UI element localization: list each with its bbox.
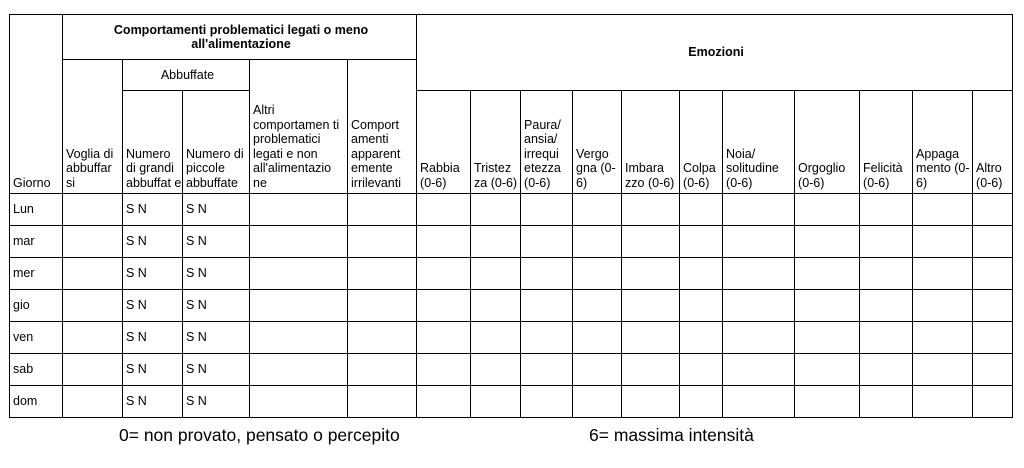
col-header-apparenti: Comport amenti apparent emente irrilevanti <box>348 60 417 194</box>
cell-rabbia[interactable] <box>417 322 471 354</box>
col-header-orgoglio: Orgoglio (0-6) <box>795 91 860 194</box>
col-header-paura: Paura/ ansia/ irrequi etezza (0-6) <box>521 91 573 194</box>
cell-piccole[interactable]: S N <box>183 354 250 386</box>
cell-paura[interactable] <box>521 226 573 258</box>
cell-voglia[interactable] <box>63 258 123 290</box>
cell-felicita[interactable] <box>860 258 913 290</box>
day-label: Lun <box>10 194 63 226</box>
cell-vergogna[interactable] <box>573 322 622 354</box>
cell-felicita[interactable] <box>860 226 913 258</box>
cell-vergogna[interactable] <box>573 290 622 322</box>
col-header-altro: Altro (0-6) <box>973 91 1013 194</box>
cell-piccole[interactable]: S N <box>183 258 250 290</box>
col-header-colpa: Colpa (0-6) <box>680 91 723 194</box>
group-header-emotions: Emozioni <box>417 15 1013 91</box>
col-header-giorno: Giorno <box>10 15 63 194</box>
cell-rabbia[interactable] <box>417 354 471 386</box>
cell-altri[interactable] <box>250 354 348 386</box>
cell-voglia[interactable] <box>63 322 123 354</box>
subgroup-header-abbuffate: Abbuffate <box>123 60 250 91</box>
table-row <box>10 194 1013 226</box>
cell-tristezza[interactable] <box>471 194 521 226</box>
cell-rabbia[interactable] <box>417 226 471 258</box>
cell-piccole[interactable]: S N <box>183 386 250 418</box>
cell-colpa[interactable] <box>680 290 723 322</box>
cell-altro[interactable] <box>973 386 1013 418</box>
cell-noia[interactable] <box>723 258 795 290</box>
cell-altro[interactable] <box>973 194 1013 226</box>
cell-colpa[interactable] <box>680 322 723 354</box>
cell-grandi[interactable]: S N <box>123 258 183 290</box>
cell-felicita[interactable] <box>860 322 913 354</box>
col-header-appagamento: Appaga mento (0-6) <box>913 91 973 194</box>
cell-paura[interactable] <box>521 322 573 354</box>
cell-altri[interactable] <box>250 322 348 354</box>
cell-imbarazzo[interactable] <box>622 194 680 226</box>
cell-apparenti[interactable] <box>348 258 417 290</box>
col-header-piccole: Numero di piccole abbuffate <box>183 91 250 194</box>
cell-appagamento[interactable] <box>913 258 973 290</box>
cell-tristezza[interactable] <box>471 258 521 290</box>
diary-table <box>9 14 1013 418</box>
cell-paura[interactable] <box>521 258 573 290</box>
cell-orgoglio[interactable] <box>795 194 860 226</box>
cell-appagamento[interactable] <box>913 194 973 226</box>
cell-felicita[interactable] <box>860 290 913 322</box>
day-label: dom <box>10 386 63 418</box>
cell-noia[interactable] <box>723 322 795 354</box>
cell-appagamento[interactable] <box>913 354 973 386</box>
cell-apparenti[interactable] <box>348 194 417 226</box>
cell-grandi[interactable]: S N <box>123 354 183 386</box>
col-header-felicita: Felicità (0-6) <box>860 91 913 194</box>
cell-altri[interactable] <box>250 258 348 290</box>
cell-colpa[interactable] <box>680 258 723 290</box>
cell-colpa[interactable] <box>680 226 723 258</box>
day-label: ven <box>10 322 63 354</box>
day-label: mer <box>10 258 63 290</box>
cell-noia[interactable] <box>723 354 795 386</box>
cell-voglia[interactable] <box>63 290 123 322</box>
cell-piccole[interactable]: S N <box>183 194 250 226</box>
cell-orgoglio[interactable] <box>795 386 860 418</box>
table-row <box>10 386 1013 418</box>
cell-felicita[interactable] <box>860 386 913 418</box>
cell-altro[interactable] <box>973 226 1013 258</box>
cell-felicita[interactable] <box>860 354 913 386</box>
cell-appagamento[interactable] <box>913 386 973 418</box>
cell-rabbia[interactable] <box>417 386 471 418</box>
cell-paura[interactable] <box>521 354 573 386</box>
cell-tristezza[interactable] <box>471 290 521 322</box>
day-label: gio <box>10 290 63 322</box>
col-header-tristezza: Tristez za (0-6) <box>471 91 521 194</box>
table-row <box>10 226 1013 258</box>
cell-grandi[interactable]: S N <box>123 194 183 226</box>
cell-altro[interactable] <box>973 290 1013 322</box>
col-header-altri: Altri comportamen ti problematici legati e non all'alimentazio ne <box>250 60 348 194</box>
cell-grandi[interactable]: S N <box>123 322 183 354</box>
cell-apparenti[interactable] <box>348 386 417 418</box>
cell-altro[interactable] <box>973 354 1013 386</box>
cell-tristezza[interactable] <box>471 386 521 418</box>
cell-grandi[interactable]: S N <box>123 226 183 258</box>
cell-orgoglio[interactable] <box>795 226 860 258</box>
cell-colpa[interactable] <box>680 354 723 386</box>
cell-imbarazzo[interactable] <box>622 258 680 290</box>
cell-grandi[interactable]: S N <box>123 386 183 418</box>
cell-voglia[interactable] <box>63 354 123 386</box>
cell-vergogna[interactable] <box>573 226 622 258</box>
cell-rabbia[interactable] <box>417 258 471 290</box>
cell-appagamento[interactable] <box>913 290 973 322</box>
cell-vergogna[interactable] <box>573 386 622 418</box>
cell-altri[interactable] <box>250 290 348 322</box>
cell-vergogna[interactable] <box>573 258 622 290</box>
cell-altri[interactable] <box>250 386 348 418</box>
cell-orgoglio[interactable] <box>795 258 860 290</box>
cell-appagamento[interactable] <box>913 322 973 354</box>
cell-imbarazzo[interactable] <box>622 322 680 354</box>
cell-altri[interactable] <box>250 226 348 258</box>
col-header-vergogna: Vergo gna (0-6) <box>573 91 622 194</box>
cell-apparenti[interactable] <box>348 290 417 322</box>
col-header-rabbia: Rabbia (0-6) <box>417 91 471 194</box>
cell-paura[interactable] <box>521 290 573 322</box>
cell-altri[interactable] <box>250 194 348 226</box>
cell-colpa[interactable] <box>680 386 723 418</box>
col-header-voglia: Voglia di abbuffar si <box>63 60 123 194</box>
cell-apparenti[interactable] <box>348 226 417 258</box>
day-label: sab <box>10 354 63 386</box>
cell-orgoglio[interactable] <box>795 322 860 354</box>
cell-voglia[interactable] <box>63 194 123 226</box>
cell-imbarazzo[interactable] <box>622 226 680 258</box>
table-row <box>10 322 1013 354</box>
cell-voglia[interactable] <box>63 386 123 418</box>
group-header-behaviors: Comportamenti problematici legati o meno all'alimentazione <box>63 15 417 60</box>
cell-imbarazzo[interactable] <box>622 290 680 322</box>
cell-apparenti[interactable] <box>348 354 417 386</box>
cell-appagamento[interactable] <box>913 226 973 258</box>
cell-vergogna[interactable] <box>573 194 622 226</box>
cell-noia[interactable] <box>723 290 795 322</box>
cell-tristezza[interactable] <box>471 354 521 386</box>
col-header-imbarazzo: Imbara zzo (0-6) <box>622 91 680 194</box>
cell-orgoglio[interactable] <box>795 354 860 386</box>
cell-tristezza[interactable] <box>471 226 521 258</box>
cell-noia[interactable] <box>723 386 795 418</box>
cell-paura[interactable] <box>521 386 573 418</box>
col-header-noia: Noia/ solitudine (0-6) <box>723 91 795 194</box>
cell-rabbia[interactable] <box>417 194 471 226</box>
cell-grandi[interactable]: S N <box>123 290 183 322</box>
cell-piccole[interactable]: S N <box>183 226 250 258</box>
cell-imbarazzo[interactable] <box>622 354 680 386</box>
legend-six: 6= massima intensità <box>589 425 754 445</box>
cell-altro[interactable] <box>973 258 1013 290</box>
day-label: mar <box>10 226 63 258</box>
cell-felicita[interactable] <box>860 194 913 226</box>
table-row <box>10 258 1013 290</box>
table-row <box>10 290 1013 322</box>
cell-colpa[interactable] <box>680 194 723 226</box>
cell-apparenti[interactable] <box>348 322 417 354</box>
cell-vergogna[interactable] <box>573 354 622 386</box>
cell-paura[interactable] <box>521 194 573 226</box>
col-header-grandi: Numero di grandi abbuffat e <box>123 91 183 194</box>
cell-piccole[interactable]: S N <box>183 290 250 322</box>
cell-noia[interactable] <box>723 226 795 258</box>
cell-imbarazzo[interactable] <box>622 386 680 418</box>
cell-piccole[interactable]: S N <box>183 322 250 354</box>
cell-rabbia[interactable] <box>417 290 471 322</box>
cell-altro[interactable] <box>973 322 1013 354</box>
cell-noia[interactable] <box>723 194 795 226</box>
cell-tristezza[interactable] <box>471 322 521 354</box>
table-row <box>10 354 1013 386</box>
legend-zero: 0= non provato, pensato o percepito <box>119 425 400 445</box>
cell-orgoglio[interactable] <box>795 290 860 322</box>
cell-voglia[interactable] <box>63 226 123 258</box>
